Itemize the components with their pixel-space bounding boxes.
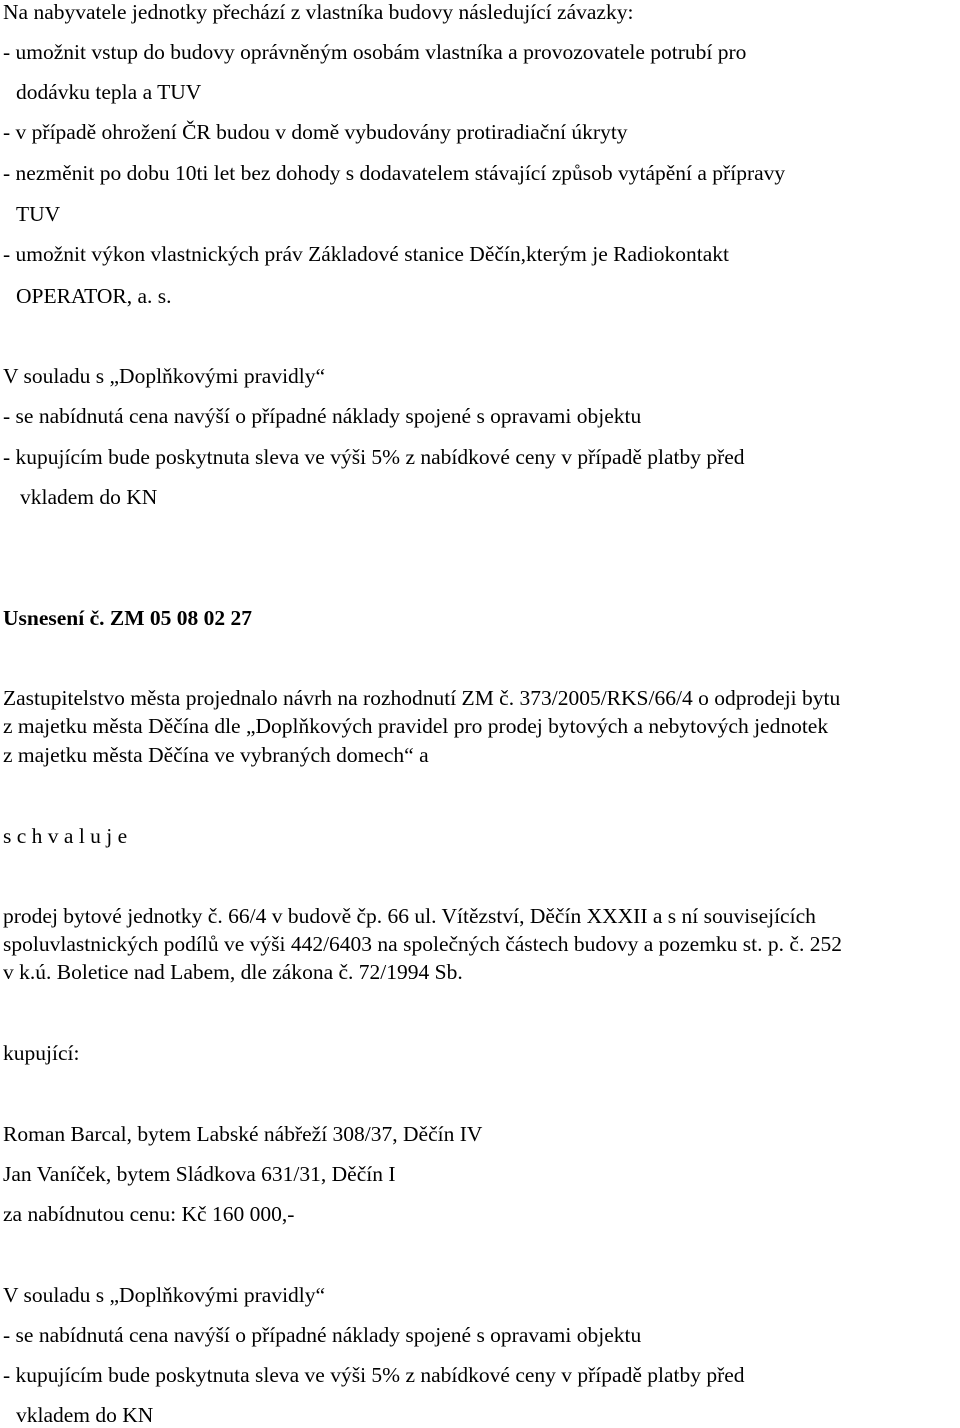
obligation-line: OPERATOR, a. s. (16, 284, 172, 308)
rule-line: - se nabídnutá cena navýší o případné náklady spojené s opravami objektu (3, 404, 642, 428)
rule-line: - kupujícím bude poskytnuta sleva ve výši 5% z nabídkové ceny v případě platby před (3, 1363, 745, 1387)
resolution-title (3, 608, 252, 630)
rule-line: vkladem do KN (20, 485, 158, 509)
obligation-line: dodávku tepla a TUV (16, 80, 202, 104)
rules-heading: V souladu s „Doplňkovými pravidly“ (3, 1283, 326, 1307)
resolution-number: ZM 05 08 02 27 (109, 606, 253, 630)
rules-heading: V souladu s „Doplňkovými pravidly“ (3, 364, 326, 388)
resolution-body-line: z majetku města Děčína ve vybraných domech“ a (3, 743, 429, 767)
sale-line: spoluvlastnických podílů ve výši 442/6403 na společných částech budovy a pozemku st. p. č. 252 (3, 932, 842, 956)
buyers-label: kupující: (3, 1041, 80, 1065)
obligation-line: - v případě ohrožení ČR budou v domě vybudovány protiradiační úkryty (3, 120, 628, 144)
rule-line: vkladem do KN (16, 1403, 154, 1427)
buyer-line: Jan Vaníček, bytem Sládkova 631/31, Děčín I (3, 1162, 396, 1186)
sale-line: prodej bytové jednotky č. 66/4 v budově čp. 66 ul. Vítězství, Děčín XXXII a s ní souvisejících (3, 904, 816, 928)
buyer-line: Roman Barcal, bytem Labské nábřeží 308/37, Děčín IV (3, 1122, 483, 1146)
resolution-body-line: Zastupitelstvo města projednalo návrh na rozhodnutí ZM č. 373/2005/RKS/66/4 o odprodeji bytu (3, 686, 841, 710)
obligation-line: - umožnit vstup do budovy oprávněným osobám vlastníka a provozovatele potrubí pro (3, 40, 747, 64)
obligation-line: TUV (16, 202, 61, 226)
rule-line: - kupujícím bude poskytnuta sleva ve výši 5% z nabídkové ceny v případě platby před (3, 445, 745, 469)
obligation-line: - nezměnit po dobu 10ti let bez dohody s dodavatelem stávající způsob vytápění a přípravy (3, 161, 786, 185)
obligations-intro: Na nabyvatele jednotky přechází z vlastníka budovy následující závazky: (3, 0, 634, 24)
rule-line: - se nabídnutá cena navýší o případné náklady spojené s opravami objektu (3, 1323, 642, 1347)
price-line: za nabídnutou cenu: Kč 160 000,- (3, 1202, 295, 1226)
resolution-label: Usnesení č. (3, 606, 105, 630)
approves-verb: s c h v a l u j e (3, 824, 128, 848)
obligation-line: - umožnit výkon vlastnických práv Základové stanice Děčín,kterým je Radiokontakt (3, 242, 730, 266)
sale-line: v k.ú. Boletice nad Labem, dle zákona č. 72/1994 Sb. (3, 960, 463, 984)
resolution-body-line: z majetku města Děčína dle „Doplňkových pravidel pro prodej bytových a nebytových jednotek (3, 714, 829, 738)
